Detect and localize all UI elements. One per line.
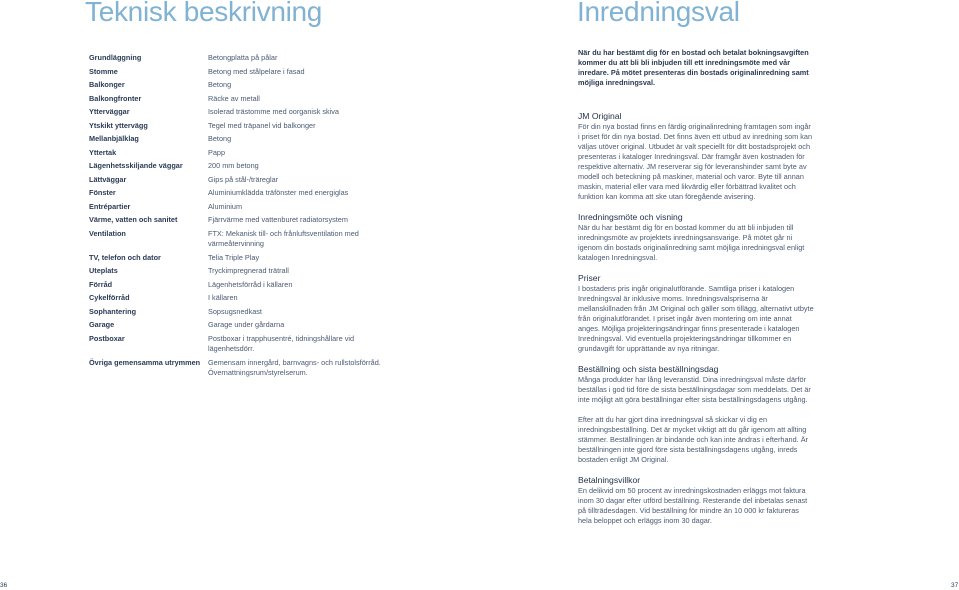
- spec-row: [89, 304, 389, 318]
- spec-row: [89, 331, 389, 355]
- spec-row: [89, 104, 389, 118]
- spec-row: [89, 145, 389, 159]
- page-number-left: 36: [0, 582, 8, 589]
- spec-value: Gemensam innergård, barnvagns- och rullstolsförråd. Övernattningsrum/styrelserum.: [208, 357, 381, 377]
- interior-choices-column: [578, 48, 814, 536]
- spec-label: Garage: [89, 320, 115, 329]
- spec-row: [89, 355, 389, 379]
- spec-label: Förråd: [89, 279, 113, 289]
- spec-value: Betong: [208, 134, 232, 143]
- spec-row: [89, 77, 389, 91]
- spec-value: Betongplatta på pålar: [208, 53, 278, 62]
- spec-value: Gips på stål-/träreglar: [208, 174, 279, 184]
- sections: [578, 111, 814, 526]
- spec-label: Postboxar: [89, 333, 125, 343]
- spec-value: I källaren: [208, 293, 238, 302]
- spec-row: [89, 263, 389, 277]
- spec-label: TV, telefon och dator: [89, 252, 161, 262]
- spec-label: Ventilation: [89, 228, 126, 238]
- spec-label: Mellanbjälklag: [89, 134, 139, 143]
- spec-label: Yttertak: [89, 147, 117, 157]
- section-heading: Betalningsvillkor: [578, 475, 641, 485]
- spec-label: Balkonger: [89, 80, 125, 89]
- spec-row: [89, 118, 389, 132]
- spec-value: Betong: [208, 80, 232, 89]
- spec-label: Grundläggning: [89, 53, 142, 62]
- section-heading: Priser: [578, 273, 601, 283]
- spec-row: [89, 185, 389, 199]
- spec-value: Aluminium: [208, 201, 243, 211]
- section-paragraph: När du har bestämt dig för en bostad kommer du att bli inbjuden till inredningsmöte av projektets inredningsansvarige. På mötet går ni igenom din bostads originalinredning samt möjliga inredningsval enligt katalogen Inredningsval.: [578, 223, 805, 262]
- spec-row: [89, 64, 389, 78]
- spec-row: [89, 290, 389, 304]
- section: [578, 111, 814, 202]
- section-heading: JM Original: [578, 111, 622, 121]
- section-heading: Beställning och sista beställningsdag: [578, 364, 719, 374]
- spec-label: Ytskikt yttervägg: [89, 120, 148, 130]
- section: [578, 475, 814, 526]
- section-paragraph: Efter att du har gjort dina inredningsval så skickar vi dig en inredningsbeställning. Det är mycket viktigt att du går igenom att allting stämmer. Beställningen är bindande och kan inte ändras i efterhand. Är beställningen inte gjord före sista beställningsdagens utgång, inreds bostaden enligt JM Original.: [578, 415, 808, 464]
- spec-value: Räcke av metall: [208, 93, 260, 103]
- spec-label: Ytterväggar: [89, 107, 130, 116]
- spec-label: Uteplats: [89, 266, 118, 275]
- section: [578, 212, 814, 263]
- spec-value: Tryckimpregnerad trätrall: [208, 266, 289, 275]
- section: [578, 364, 814, 465]
- spec-value: Lägenhetsförråd i källaren: [208, 279, 293, 289]
- spec-value: Aluminiumklädda träfönster med energiglas: [208, 188, 349, 197]
- spec-label: Lägenhetsskiljande väggar: [89, 161, 183, 170]
- spec-row: [89, 91, 389, 105]
- spec-value: 200 mm betong: [208, 161, 259, 170]
- section-paragraph: En delikvid om 50 procent av inredningskostnaden erläggs mot faktura inom 30 dagar efter utförd beställning. Resterande del inbetalas senast på tillträdesdagen. Vid beställning för mindre än 10 000 kr faktureras hela beloppet och erläggs inom 30 dagar.: [578, 486, 808, 525]
- spec-value: Fjärrvärme med vattenburet radiatorsystem: [208, 215, 348, 224]
- spec-value: FTX: Mekanisk till- och frånluftsventilation med värmeåtervinning: [208, 228, 359, 248]
- spec-value: Garage under gårdarna: [208, 320, 285, 329]
- spec-row: [89, 131, 389, 145]
- spec-value: Tegel med träpanel vid balkonger: [208, 120, 316, 130]
- page-title-right: Inredningsval: [577, 0, 740, 27]
- section-paragraph: För din nya bostad finns en färdig originalinredning framtagen som ingår i priset för din nya bostad. Det finns även ett utbud av inredning som kan väljas utöver original. Utbudet är valt speciellt för ditt bostadsprojekt och presenteras i kataloger Inredningsval. Där framgår även kostnaden för respektive alternativ. JM reserverar sig för leveranshinder samt byte av modell och beteckning på maskiner, material och varor. Byte till annan maskin, material eller vara med likvärdig eller förbättrad kvalitet och funktion kan komma att ske utan föregående avisering.: [578, 122, 813, 201]
- spec-row: [89, 199, 389, 213]
- spec-label: Stomme: [89, 66, 118, 76]
- spec-label: Entrépartier: [89, 201, 131, 211]
- spec-row: [89, 226, 389, 250]
- section-heading: Inredningsmöte och visning: [578, 212, 683, 222]
- spec-label: Övriga gemensamma utrymmen: [89, 357, 201, 367]
- section: [578, 273, 814, 354]
- spec-label: Balkongfronter: [89, 93, 142, 103]
- spec-label: Fönster: [89, 188, 116, 197]
- spec-value: Papp: [208, 147, 226, 157]
- spec-row: [89, 317, 389, 331]
- spec-value: Postboxar i trapphusentré, tidningshållare vid lägenhetsdörr.: [208, 333, 355, 353]
- spec-row: [89, 250, 389, 264]
- spec-value: Betong med stålpelare i fasad: [208, 66, 305, 76]
- spec-label: Sophantering: [89, 306, 137, 316]
- spec-row: [89, 277, 389, 291]
- section-paragraph: I bostadens pris ingår originalutförande. Samtliga priser i katalogen Inredningsval är inklusive moms. Inredningsvalspriserna är mellanskillnaden från JM Original och gäller som tillägg, alternativt utbyte från originalutförandet. I priset ingår även montering om inte annat anges. Möjliga projekteringsändringar finns presenterade i katalogen Inredningsval. Vid eventuella projekteringsändringar tillkommer en grundavgift för upprättande av nya ritningar.: [578, 284, 814, 353]
- spec-row: [89, 158, 389, 172]
- page-title-left: Teknisk beskrivning: [85, 0, 323, 27]
- intro-paragraph: När du har bestämt dig för en bostad och betalat bokningsavgiften kommer du att bli bli inbjuden till ett inredningsmöte med vår inredare. På mötet presenteras din bostads originalinredning samt möjliga inredningsval.: [578, 48, 809, 87]
- spec-label: Lättväggar: [89, 174, 127, 184]
- spec-row: [89, 50, 389, 64]
- spec-value: Sopsugsnedkast: [208, 306, 262, 316]
- spec-value: Isolerad trästomme med oorganisk skiva: [208, 107, 339, 116]
- spec-row: [89, 212, 389, 226]
- spec-value: Telia Triple Play: [208, 252, 260, 262]
- spec-label: Värme, vatten och sanitet: [89, 215, 178, 224]
- page-number-right: 37: [951, 582, 959, 589]
- spec-row: [89, 172, 389, 186]
- section-paragraph: Många produkter har lång leveranstid. Dina inredningsval måste därför beställas i god tid före de sista beställningsdagar som meddelats. Det är inte möjligt att göra beställningar efter sista beställningsdagens utgång.: [578, 375, 811, 404]
- technical-spec-list: [89, 50, 389, 379]
- spec-label: Cykelförråd: [89, 293, 130, 302]
